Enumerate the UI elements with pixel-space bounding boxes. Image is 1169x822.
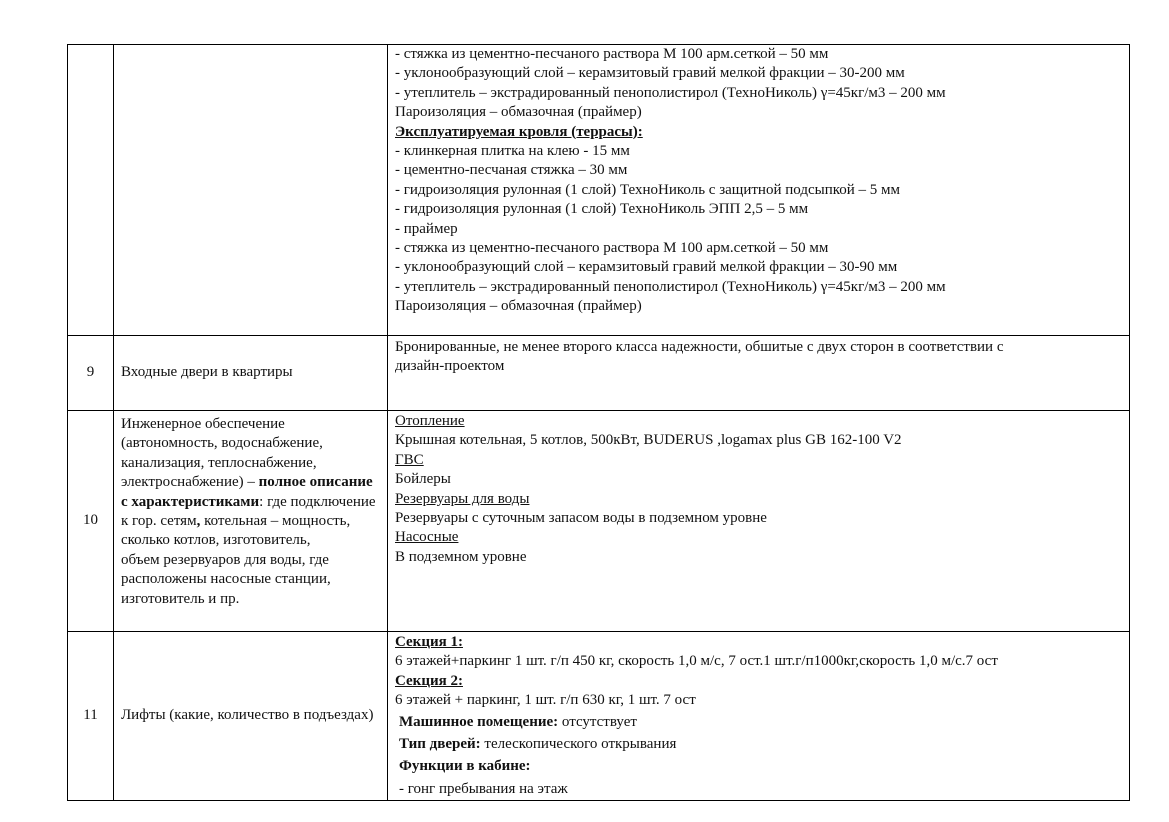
desc-line: дизайн-проектом xyxy=(395,358,505,375)
door-type-value: телескопического открывания xyxy=(480,736,677,753)
row-name-cell xyxy=(114,45,388,336)
row-name-cell: Лифты (какие, количество в подъездах) xyxy=(114,632,388,801)
name-text: Инженерное обеспечение (автономность, водоснабжение, канализация, теплоснабжение, электроснабжение) – xyxy=(121,416,323,491)
subheading-water-tanks: Резервуары для воды xyxy=(395,490,530,507)
desc-line: - праймер xyxy=(395,220,458,237)
row-desc-cell xyxy=(388,45,1130,336)
table-row-10 xyxy=(68,411,1130,632)
subheading-hot-water: ГВС xyxy=(395,451,424,468)
door-type-label: Тип дверей: xyxy=(399,736,481,753)
desc-line: - цементно-песчаная стяжка – 30 мм xyxy=(395,162,628,179)
section-2-title: Секция 2: xyxy=(395,672,463,689)
row-name-cell: Входные двери в квартиры xyxy=(114,336,388,411)
machine-room-line xyxy=(395,713,1123,732)
desc-line: - уклонообразующий слой – керамзитовый гравий мелкой фракции – 30-200 мм xyxy=(395,65,905,82)
section-heading-terraces: Эксплуатируемая кровля (террасы): xyxy=(395,123,643,140)
name-text: котельная – мощность, сколько котлов, изготовитель, xyxy=(121,513,351,549)
desc-line: Резервуары с суточным запасом воды в подземном уровне xyxy=(395,510,767,527)
door-type-line xyxy=(395,735,1123,754)
cabin-function-item: - гонг пребывания на этаж xyxy=(399,780,568,797)
desc-line: - утеплитель – экстрадированный пенополистирол (ТехноНиколь) γ=45кг/м3 – 200 мм xyxy=(395,84,946,101)
row-number-cell: 11 xyxy=(68,632,114,801)
name-text: объем резервуаров для воды, где расположены насосные станции, изготовитель и пр. xyxy=(121,551,331,607)
name-text: : где подключение к гор. сетям xyxy=(121,493,376,530)
machine-room-label: Машинное помещение: xyxy=(399,713,559,730)
row-number-cell: 10 xyxy=(68,411,114,632)
name-emphasis: полное описание с характеристиками xyxy=(121,474,373,510)
desc-line: Бронированные, не менее второго класса надежности, обшитые с двух сторон в соответствии с xyxy=(395,339,1004,355)
desc-line: - клинкерная плитка на клею - 15 мм xyxy=(395,143,630,160)
desc-line: Бойлеры xyxy=(395,471,451,488)
table-row-11 xyxy=(68,632,1130,801)
spec-table xyxy=(67,44,1130,801)
desc-line: - стяжка из цементно-песчаного раствора М 100 арм.сеткой – 50 мм xyxy=(395,240,829,257)
table-row-roofing xyxy=(68,45,1130,336)
desc-line: - уклонообразующий слой – керамзитовый гравий мелкой фракции – 30-90 мм xyxy=(395,259,898,276)
cabin-functions-label: Функции в кабине: xyxy=(399,758,531,775)
subheading-pumps: Насосные xyxy=(395,529,459,546)
desc-line: В подземном уровне xyxy=(395,548,527,565)
desc-line: - гидроизоляция рулонная (1 слой) ТехноНиколь с защитной подсыпкой – 5 мм xyxy=(395,181,901,198)
desc-line: - утеплитель – экстрадированный пенополистирол (ТехноНиколь) γ=45кг/м3 – 200 мм xyxy=(395,278,946,295)
desc-line: Пароизоляция – обмазочная (праймер) xyxy=(395,104,642,121)
row-desc-cell xyxy=(388,411,1130,632)
desc-line: - гидроизоляция рулонная (1 слой) ТехноНиколь ЭПП 2,5 – 5 мм xyxy=(395,201,809,218)
subheading-heating: Отопление xyxy=(395,413,465,429)
row-number-cell xyxy=(68,45,114,336)
row-desc-cell xyxy=(388,632,1130,801)
section-1-text: 6 этажей+паркинг 1 шт. г/п 450 кг, скорость 1,0 м/с, 7 ост.1 шт.г/п1000кг,скорость 1,0 м/с.7 ост xyxy=(395,653,998,670)
machine-room-value: отсутствует xyxy=(558,713,637,730)
section-2-text: 6 этажей + паркинг, 1 шт. г/п 630 кг, 1 шт. 7 ост xyxy=(395,692,696,709)
name-emphasis: , xyxy=(196,513,201,530)
section-1-title: Секция 1: xyxy=(395,634,463,650)
table-row-9 xyxy=(68,336,1130,411)
row-name-cell xyxy=(114,411,388,632)
desc-line: Пароизоляция – обмазочная (праймер) xyxy=(395,298,642,315)
row-number-cell: 9 xyxy=(68,336,114,411)
desc-line: - стяжка из цементно-песчаного раствора М 100 арм.сеткой – 50 мм xyxy=(395,46,829,62)
row-desc-cell xyxy=(388,336,1130,411)
desc-line: Крышная котельная, 5 котлов, 500кВт, BUDERUS ,logamax plus GB 162-100 V2 xyxy=(395,432,902,449)
